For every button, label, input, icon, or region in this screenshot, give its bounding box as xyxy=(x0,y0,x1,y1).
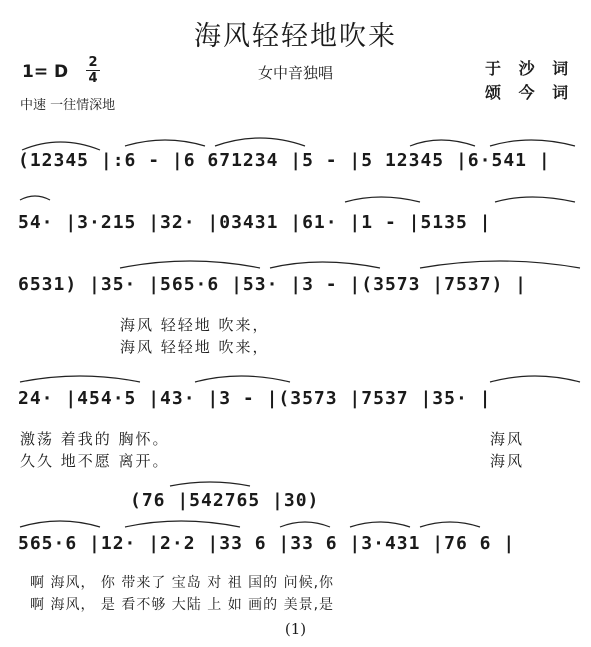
lyric-row-3-verse-2: 海风 轻轻地 吹来， xyxy=(120,338,270,356)
staff-row-6 xyxy=(0,515,591,575)
staff-row-2 xyxy=(0,190,591,250)
lyric-row-6-verse-2: 啊 海风， 是 看不够 大陆 上 如 画的 美景,是 xyxy=(30,597,335,613)
notes-row-4: 24· |454·5 |43· |3 - |(3573 |7537 |35· | xyxy=(18,388,492,409)
performer-note: 女中音独唱 xyxy=(257,64,333,82)
notes-row-1: (12345 |:6 - |6 671234 |5 - |5 12345 |6·541 | xyxy=(18,150,551,171)
staff-row-1 xyxy=(0,130,591,190)
notes-row-5: (76 |542765 |30) xyxy=(130,490,320,511)
tempo-marking: 中速 一往情深地 xyxy=(20,98,116,113)
lyric-row-4-verse-1-end: 海风 xyxy=(490,430,525,448)
lyric-row-6-verse-1: 啊 海风， 你 带来了 宝岛 对 祖 国的 问候,你 xyxy=(30,575,335,591)
composer-credit: 颂 今 词 xyxy=(485,83,575,102)
key-signature: 1= D xyxy=(22,62,69,82)
lyricist-credit: 于 沙 词 xyxy=(485,59,575,78)
staff-row-4 xyxy=(0,370,591,430)
lyric-row-4-verse-2: 久久 地不愿 离开。 xyxy=(20,452,170,470)
time-top: 2 xyxy=(88,55,98,70)
lyric-row-4-verse-2-end: 海风 xyxy=(490,452,525,470)
lyric-row-4-verse-1: 激荡 着我的 胸怀。 xyxy=(20,430,170,448)
time-bottom: 4 xyxy=(88,71,98,86)
page-number: (1) xyxy=(284,620,307,638)
lyric-row-3-verse-1: 海风 轻轻地 吹来， xyxy=(120,316,270,334)
staff-row-3 xyxy=(0,254,591,314)
notes-row-6: 565·6 |12· |2·2 |33 6 |33 6 |3·431 |76 6 | xyxy=(18,533,516,554)
song-title: 海风轻轻地吹来 xyxy=(194,21,397,52)
notes-row-3: 6531) |35· |565·6 |53· |3 - |(3573 |7537) | xyxy=(18,274,527,295)
notes-row-2: 54· |3·215 |32· |03431 |61· |1 - |5135 | xyxy=(18,212,492,233)
